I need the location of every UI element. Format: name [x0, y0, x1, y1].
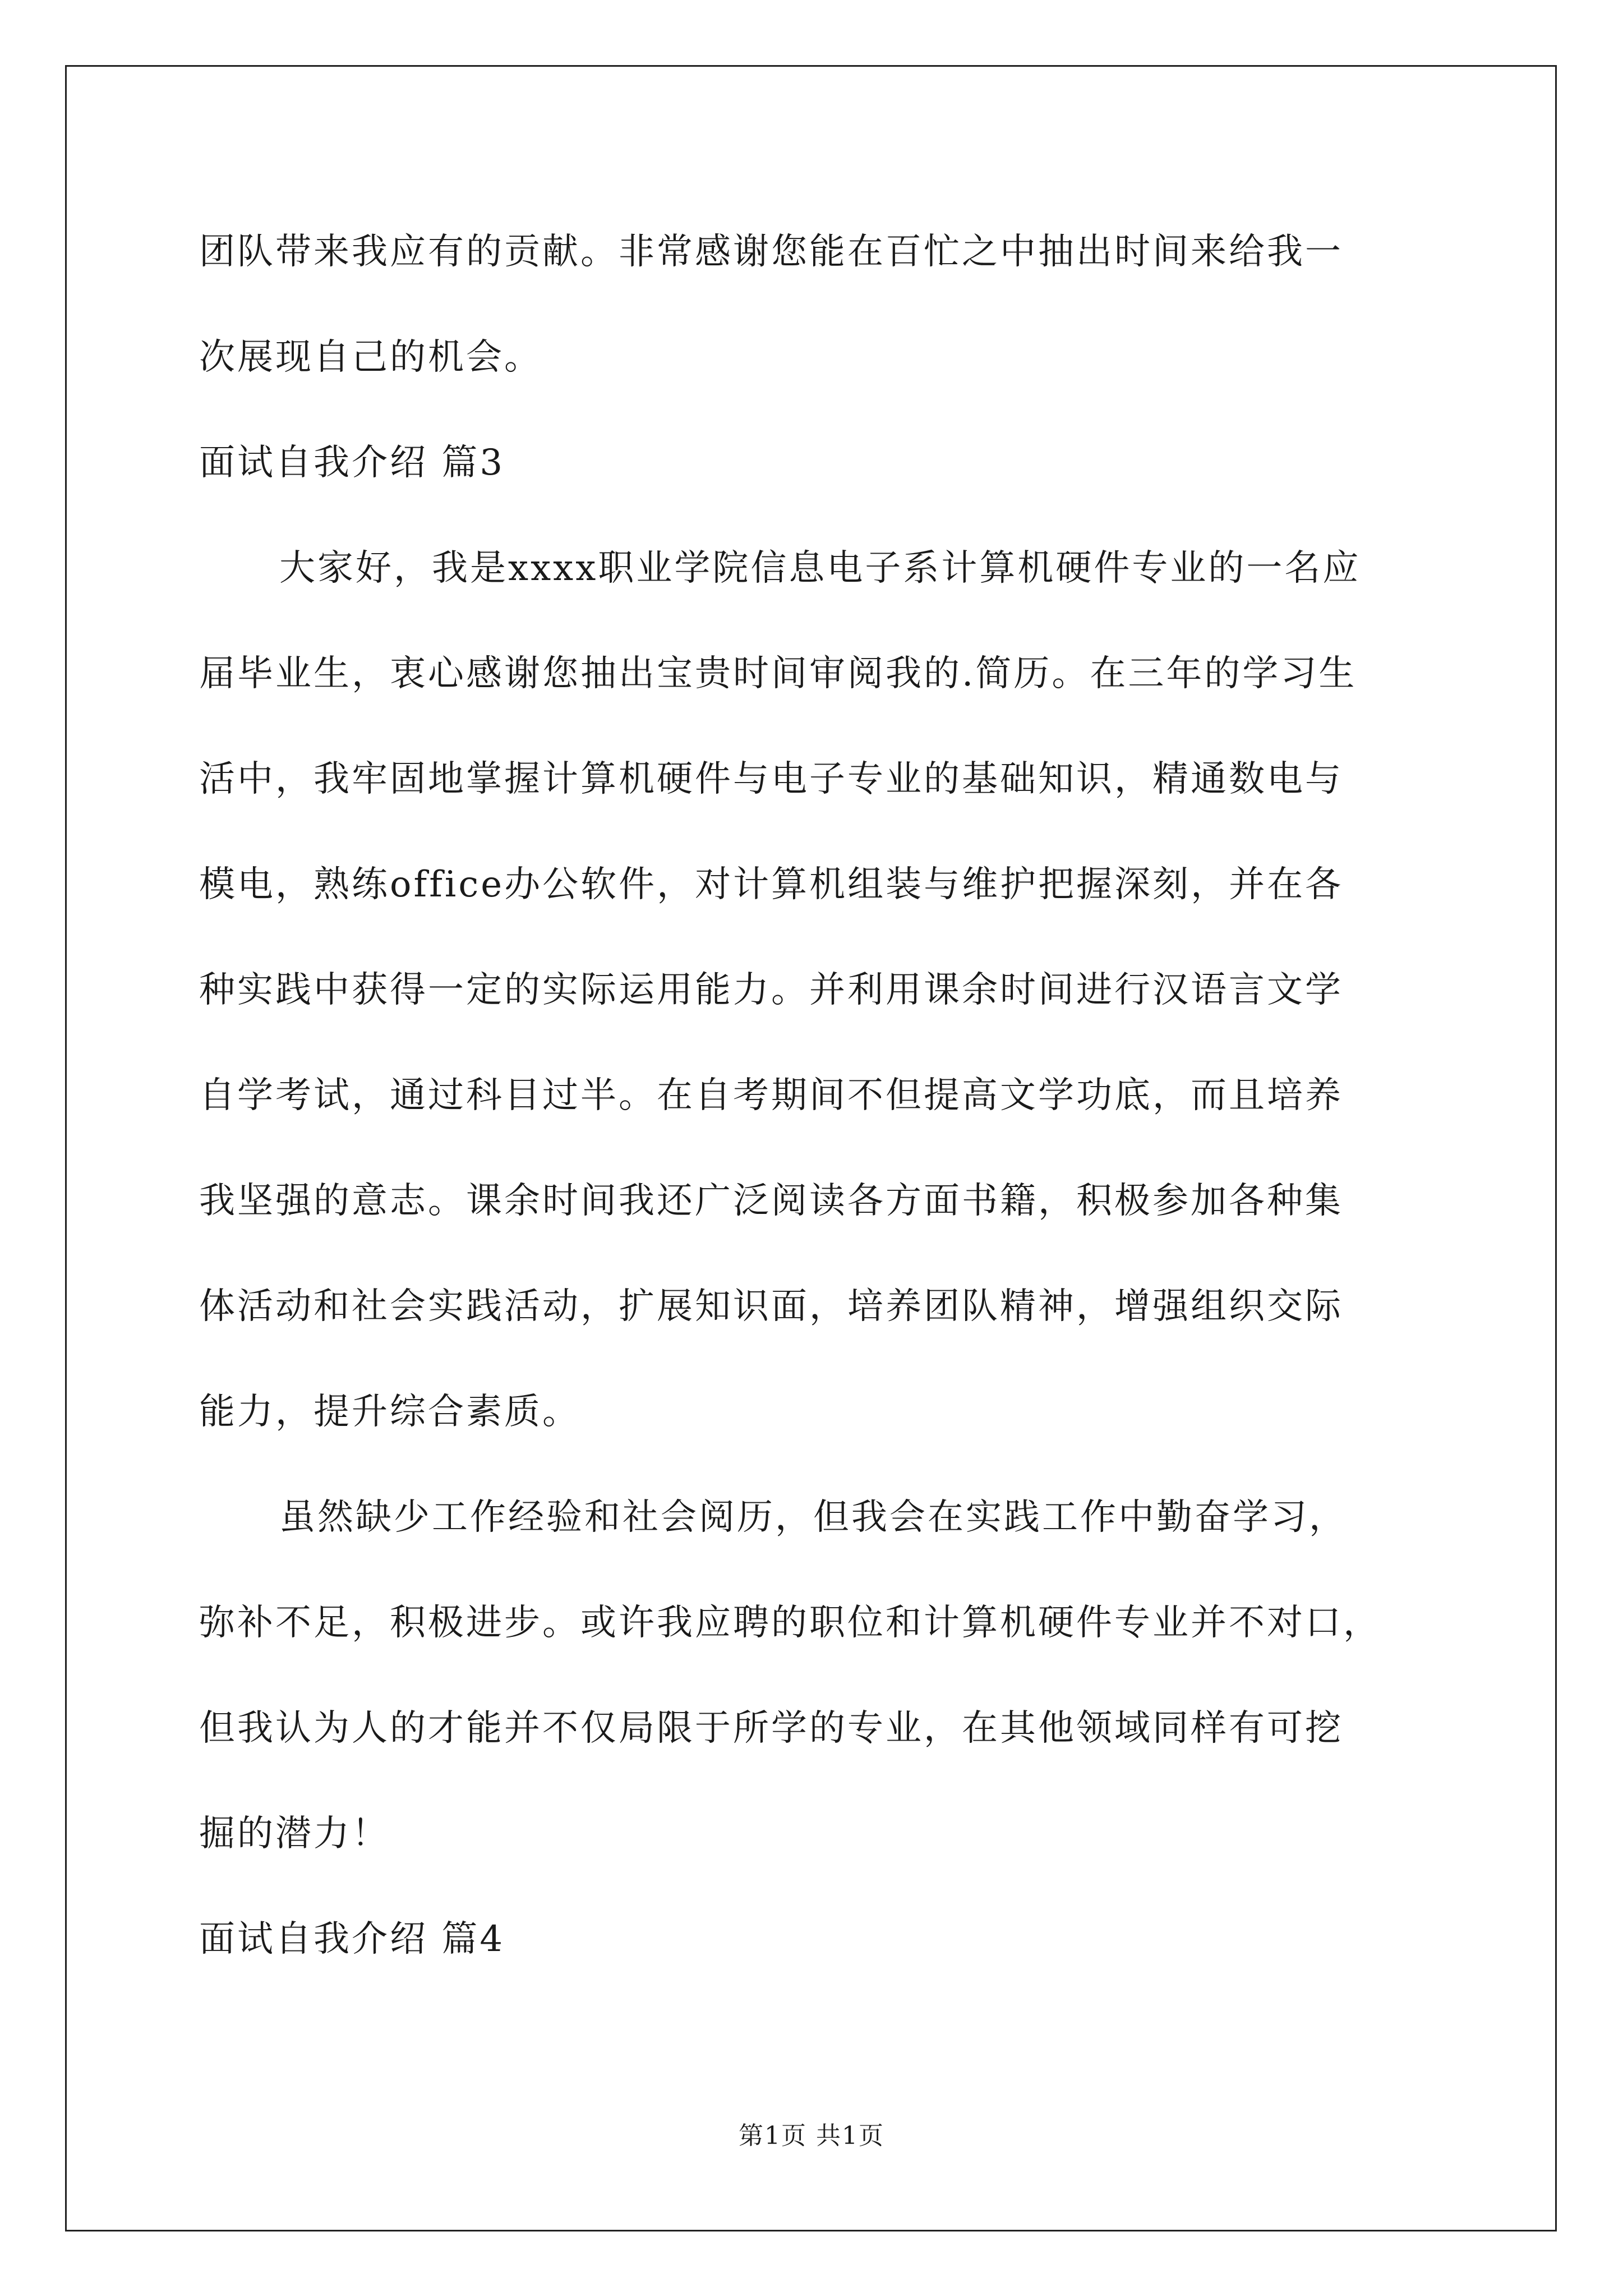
section-heading-3: 面试自我介绍 篇3 — [199, 442, 505, 484]
text-line: 模电，熟练office办公软件，对计算机组装与维护把握深刻，并在各 — [199, 864, 1344, 905]
paragraph — [199, 1465, 1422, 1887]
section-heading-4: 面试自我介绍 篇4 — [199, 1918, 505, 1960]
text-line: 种实践中获得一定的实际运用能力。并利用课余时间进行汉语言文学 — [199, 969, 1343, 1011]
text-line: 掘的潜力！ — [199, 1813, 390, 1855]
text-line: 活中，我牢固地掌握计算机硬件与电子专业的基础知识，精通数电与 — [199, 758, 1343, 800]
text-line: 虽然缺少工作经验和社会阅历，但我会在实践工作中勤奋学习， — [279, 1497, 1347, 1538]
text-line: 能力，提升综合素质。 — [199, 1391, 580, 1433]
text-line: 我坚强的意志。课余时间我还广泛阅读各方面书籍，积极参加各种集 — [199, 1180, 1343, 1222]
text-line: 但我认为人的才能并不仅局限于所学的专业，在其他领域同样有可挖 — [199, 1708, 1343, 1749]
text-line: 次展现自己的机会。 — [199, 337, 542, 378]
paragraph — [199, 516, 1422, 1465]
text-line: 自学考试，通过科目过半。在自考期间不但提高文学功底，而且培养 — [199, 1075, 1343, 1116]
text-line: 大家好，我是xxxx职业学院信息电子系计算机硬件专业的一名应 — [279, 547, 1361, 589]
text-line: 体活动和社会实践活动，扩展知识面，培养团队精神，增强组织交际 — [199, 1286, 1343, 1327]
page-footer: 第1页 共1页 — [739, 2122, 884, 2150]
text-line: 届毕业生，衷心感谢您抽出宝贵时间审阅我的.简历。在三年的学习生 — [199, 653, 1357, 694]
text-line: 团队带来我应有的贡献。非常感谢您能在百忙之中抽出时间来给我一 — [199, 231, 1343, 273]
document-body — [199, 199, 1422, 1992]
text-line: 弥补不足，积极进步。或许我应聘的职位和计算机硬件专业并不对口， — [199, 1602, 1381, 1644]
